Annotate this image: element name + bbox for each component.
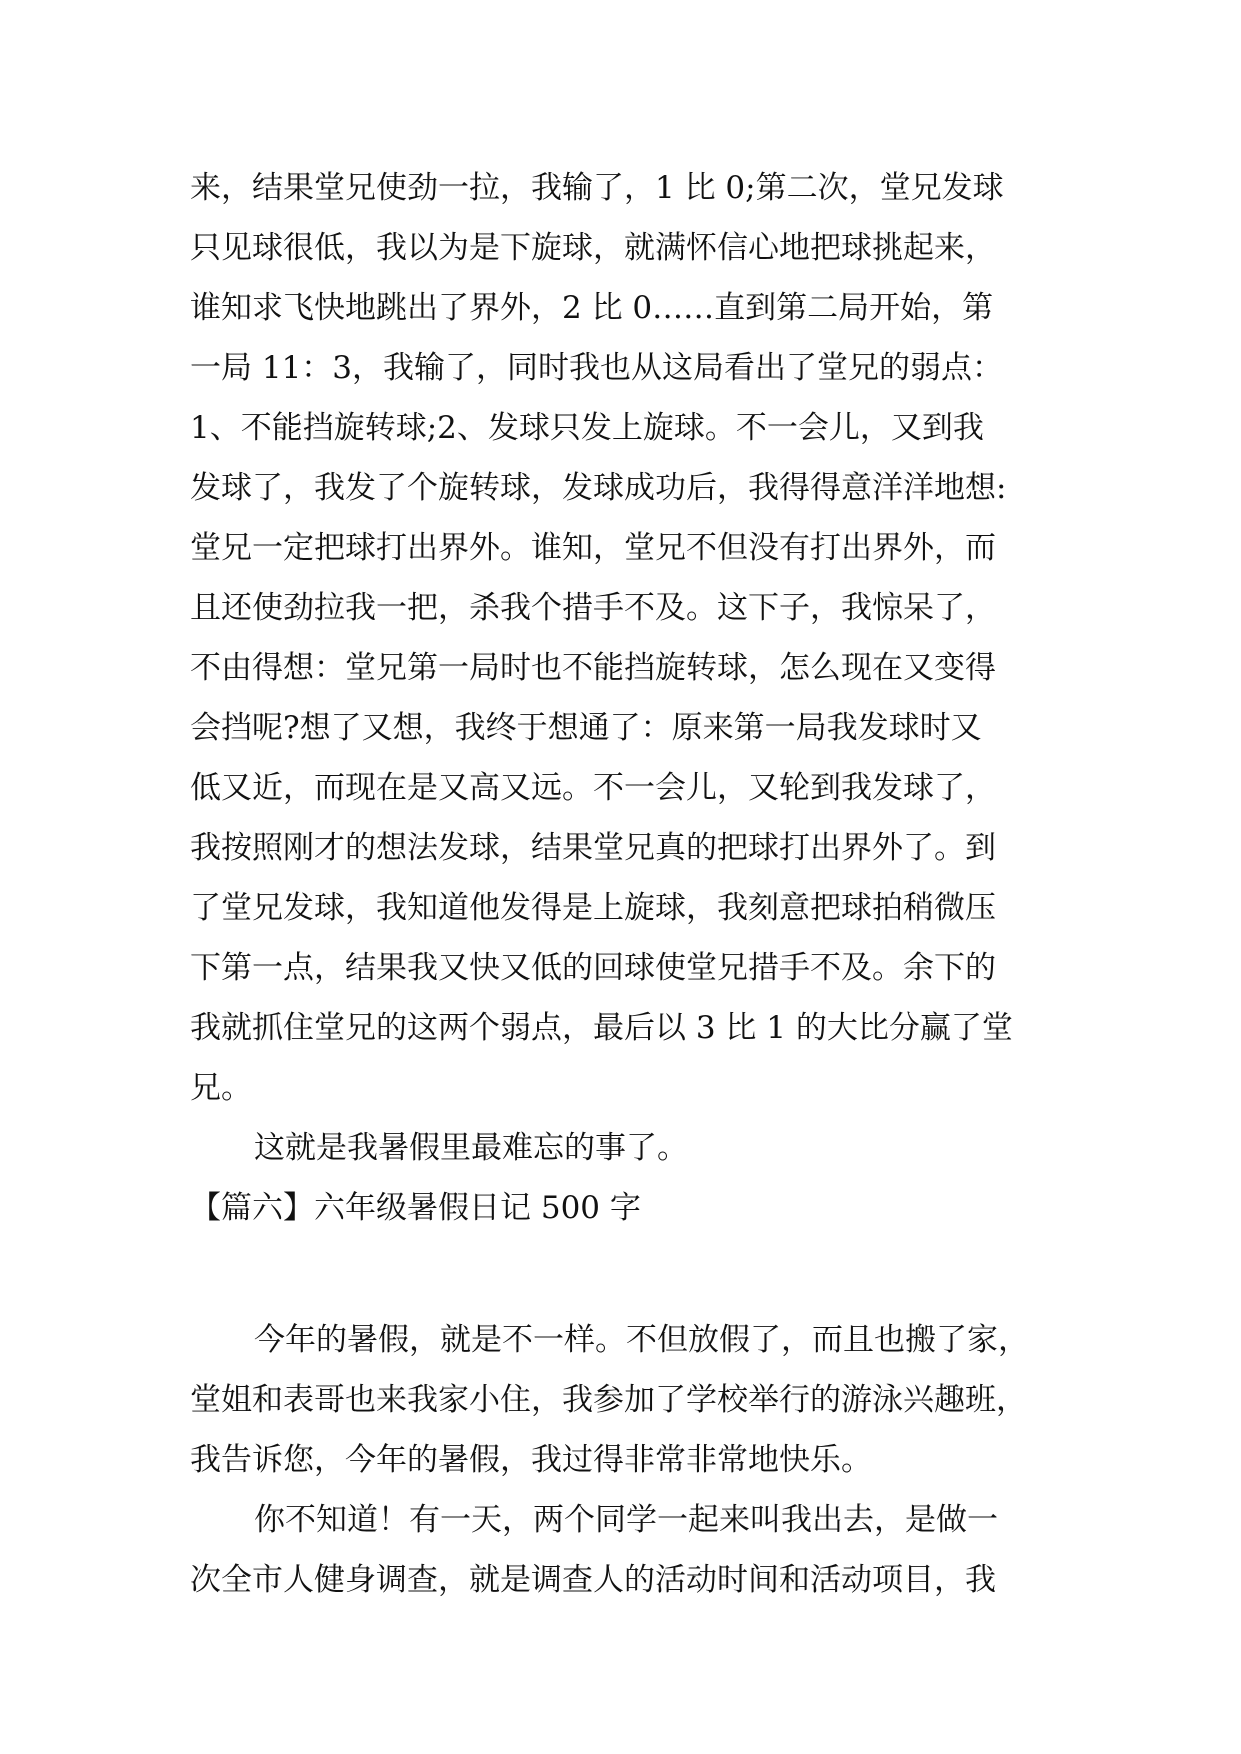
section-spacer (190, 1238, 1058, 1310)
paragraph-survey-story (190, 1490, 1058, 1610)
paragraph-conclusion: 这就是我暑假里最难忘的事了。 (254, 1130, 688, 1166)
text-line: 堂兄一定把球打出界外。谁知，堂兄不但没有打出界外，而 (190, 530, 996, 566)
text-line: 我按照刚才的想法发球，结果堂兄真的把球打出界外了。到 (190, 830, 996, 866)
text-line: 你不知道！有一天，两个同学一起来叫我出去，是做一 (254, 1502, 998, 1538)
text-line: 兄。 (190, 1070, 252, 1106)
text-line: 今年的暑假，就是不一样。不但放假了，而且也搬了家， (254, 1322, 1029, 1358)
text-line: 且还使劲拉我一把，杀我个措手不及。这下子，我惊呆了， (190, 590, 996, 626)
text-line: 了堂兄发球，我知道他发得是上旋球，我刻意把球拍稍微压 (190, 890, 996, 926)
text-line: 会挡呢?想了又想，我终于想通了：原来第一局我发球时又 (190, 710, 982, 746)
section-heading: 【篇六】六年级暑假日记 500 字 (190, 1190, 641, 1226)
text-line: 一局 11：3，我输了，同时我也从这局看出了堂兄的弱点： (190, 350, 1004, 386)
text-line: 下第一点，结果我又快又低的回球使堂兄措手不及。余下的 (190, 950, 996, 986)
text-line: 发球了，我发了个旋转球，发球成功后，我得得意洋洋地想: (190, 470, 1007, 506)
text-line: 我就抓住堂兄的这两个弱点，最后以 3 比 1 的大比分赢了堂 (190, 1010, 1013, 1046)
text-line: 次全市人健身调查，就是调查人的活动时间和活动项目，我 (190, 1562, 996, 1598)
text-line: 1、不能挡旋转球;2、发球只发上旋球。不一会儿，又到我 (190, 410, 984, 446)
text-line: 低又近，而现在是又高又远。不一会儿，又轮到我发球了， (190, 770, 996, 806)
document-body (190, 158, 1058, 1610)
text-line: 只见球很低，我以为是下旋球，就满怀信心地把球挑起来， (190, 230, 996, 266)
text-line: 谁知求飞快地跳出了界外，2 比 0……直到第二局开始，第 (190, 290, 994, 326)
text-line: 来，结果堂兄使劲一拉，我输了，1 比 0;第二次，堂兄发球 (190, 170, 1004, 206)
text-line: 堂姐和表哥也来我家小住，我参加了学校举行的游泳兴趣班， (190, 1382, 1027, 1418)
text-line: 不由得想：堂兄第一局时也不能挡旋转球，怎么现在又变得 (190, 650, 996, 686)
paragraph-table-tennis-story (190, 158, 1058, 1118)
paragraph-summer-intro (190, 1310, 1058, 1490)
text-line: 我告诉您，今年的暑假，我过得非常非常地快乐。 (190, 1442, 872, 1478)
